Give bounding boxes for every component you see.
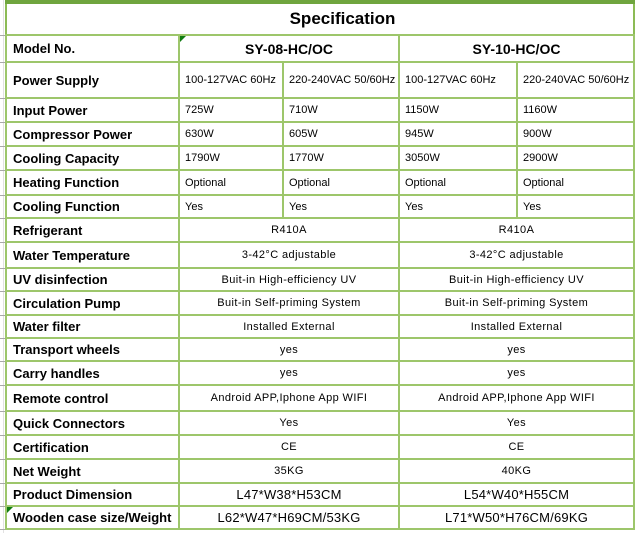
cell-heating-function-3[interactable]: Optional bbox=[399, 170, 517, 195]
cell-quick-connectors-sy10[interactable]: Yes bbox=[399, 411, 634, 435]
cell-compressor-power-4[interactable]: 900W bbox=[517, 122, 634, 146]
cell-model-sy08[interactable] bbox=[179, 35, 399, 62]
cell-refrigerant-sy10[interactable]: R410A bbox=[399, 218, 634, 242]
row-label-carry-handles[interactable]: Carry handles bbox=[6, 361, 179, 385]
cell-certification-sy10[interactable]: CE bbox=[399, 435, 634, 459]
cell-corner-flag-icon bbox=[180, 36, 186, 42]
cell-product-dimension-sy10[interactable]: L54*W40*H55CM bbox=[399, 483, 634, 506]
row-label-cooling-function[interactable]: Cooling Function bbox=[6, 195, 179, 218]
cell-power-supply-4[interactable]: 220-240VAC 50/60Hz bbox=[517, 62, 634, 98]
cell-transport-wheels-sy08[interactable]: yes bbox=[179, 338, 399, 361]
row-header-edge bbox=[3, 0, 4, 533]
cell-transport-wheels-sy10[interactable]: yes bbox=[399, 338, 634, 361]
cell-model-sy10[interactable] bbox=[399, 35, 634, 62]
cell-quick-connectors-sy08[interactable]: Yes bbox=[179, 411, 399, 435]
cell-input-power-2[interactable]: 710W bbox=[283, 98, 399, 122]
cell-cooling-capacity-4[interactable]: 2900W bbox=[517, 146, 634, 170]
cell-net-weight-sy10[interactable]: 40KG bbox=[399, 459, 634, 483]
row-label-model-no[interactable]: Model No. bbox=[6, 35, 179, 62]
cell-wooden-case-sy10[interactable]: L71*W50*H76CM/69KG bbox=[399, 506, 634, 529]
cell-heating-function-4[interactable]: Optional bbox=[517, 170, 634, 195]
cell-heating-function-2[interactable]: Optional bbox=[283, 170, 399, 195]
cell-circulation-pump-sy10[interactable]: Buit-in Self-priming System bbox=[399, 291, 634, 315]
cell-power-supply-3[interactable]: 100-127VAC 60Hz bbox=[399, 62, 517, 98]
row-label-cooling-capacity[interactable]: Cooling Capacity bbox=[6, 146, 179, 170]
row-label-net-weight[interactable]: Net Weight bbox=[6, 459, 179, 483]
cell-water-temperature-sy10[interactable]: 3-42°C adjustable bbox=[399, 242, 634, 268]
cell-cooling-function-4[interactable]: Yes bbox=[517, 195, 634, 218]
cell-cooling-function-2[interactable]: Yes bbox=[283, 195, 399, 218]
cell-heating-function-1[interactable]: Optional bbox=[179, 170, 283, 195]
row-label-quick-connectors[interactable]: Quick Connectors bbox=[6, 411, 179, 435]
cell-cooling-function-3[interactable]: Yes bbox=[399, 195, 517, 218]
row-label-transport-wheels[interactable]: Transport wheels bbox=[6, 338, 179, 361]
cell-compressor-power-3[interactable]: 945W bbox=[399, 122, 517, 146]
cell-input-power-4[interactable]: 1160W bbox=[517, 98, 634, 122]
model-name-sy08: SY-08-HC/OC bbox=[245, 40, 333, 57]
cell-certification-sy08[interactable]: CE bbox=[179, 435, 399, 459]
row-label-input-power[interactable]: Input Power bbox=[6, 98, 179, 122]
table-title: Specification bbox=[6, 2, 634, 35]
cell-remote-control-sy10[interactable]: Android APP,Iphone App WIFI bbox=[399, 385, 634, 411]
cell-compressor-power-2[interactable]: 605W bbox=[283, 122, 399, 146]
cell-cooling-function-1[interactable]: Yes bbox=[179, 195, 283, 218]
cell-net-weight-sy08[interactable]: 35KG bbox=[179, 459, 399, 483]
cell-product-dimension-sy08[interactable]: L47*W38*H53CM bbox=[179, 483, 399, 506]
row-label-uv-disinfection[interactable]: UV disinfection bbox=[6, 268, 179, 291]
wooden-case-label: Wooden case size/Weight bbox=[13, 510, 172, 525]
cell-input-power-1[interactable]: 725W bbox=[179, 98, 283, 122]
cell-carry-handles-sy08[interactable]: yes bbox=[179, 361, 399, 385]
cell-input-power-3[interactable]: 1150W bbox=[399, 98, 517, 122]
cell-corner-flag-icon bbox=[7, 507, 13, 513]
cell-compressor-power-1[interactable]: 630W bbox=[179, 122, 283, 146]
row-label-power-supply[interactable]: Power Supply bbox=[6, 62, 179, 98]
row-label-refrigerant[interactable]: Refrigerant bbox=[6, 218, 179, 242]
specification-table bbox=[5, 0, 635, 530]
cell-wooden-case-sy08[interactable]: L62*W47*H69CM/53KG bbox=[179, 506, 399, 529]
cell-power-supply-1[interactable]: 100-127VAC 60Hz bbox=[179, 62, 283, 98]
cell-water-filter-sy10[interactable]: Installed External bbox=[399, 315, 634, 338]
cell-water-filter-sy08[interactable]: Installed External bbox=[179, 315, 399, 338]
cell-carry-handles-sy10[interactable]: yes bbox=[399, 361, 634, 385]
cell-cooling-capacity-3[interactable]: 3050W bbox=[399, 146, 517, 170]
row-label-compressor-power[interactable]: Compressor Power bbox=[6, 122, 179, 146]
cell-water-temperature-sy08[interactable]: 3-42°C adjustable bbox=[179, 242, 399, 268]
row-label-remote-control[interactable]: Remote control bbox=[6, 385, 179, 411]
row-label-water-temperature[interactable]: Water Temperature bbox=[6, 242, 179, 268]
row-label-wooden-case[interactable] bbox=[6, 506, 179, 529]
row-label-product-dimension[interactable]: Product Dimension bbox=[6, 483, 179, 506]
row-label-certification[interactable]: Certification bbox=[6, 435, 179, 459]
row-label-water-filter[interactable]: Water filter bbox=[6, 315, 179, 338]
cell-circulation-pump-sy08[interactable]: Buit-in Self-priming System bbox=[179, 291, 399, 315]
cell-power-supply-2[interactable]: 220-240VAC 50/60Hz bbox=[283, 62, 399, 98]
row-label-heating-function[interactable]: Heating Function bbox=[6, 170, 179, 195]
cell-cooling-capacity-2[interactable]: 1770W bbox=[283, 146, 399, 170]
cell-refrigerant-sy08[interactable]: R410A bbox=[179, 218, 399, 242]
cell-remote-control-sy08[interactable]: Android APP,Iphone App WIFI bbox=[179, 385, 399, 411]
cell-cooling-capacity-1[interactable]: 1790W bbox=[179, 146, 283, 170]
cell-uv-disinfection-sy08[interactable]: Buit-in High-efficiency UV bbox=[179, 268, 399, 291]
cell-uv-disinfection-sy10[interactable]: Buit-in High-efficiency UV bbox=[399, 268, 634, 291]
row-label-circulation-pump[interactable]: Circulation Pump bbox=[6, 291, 179, 315]
model-name-sy10: SY-10-HC/OC bbox=[472, 40, 561, 57]
